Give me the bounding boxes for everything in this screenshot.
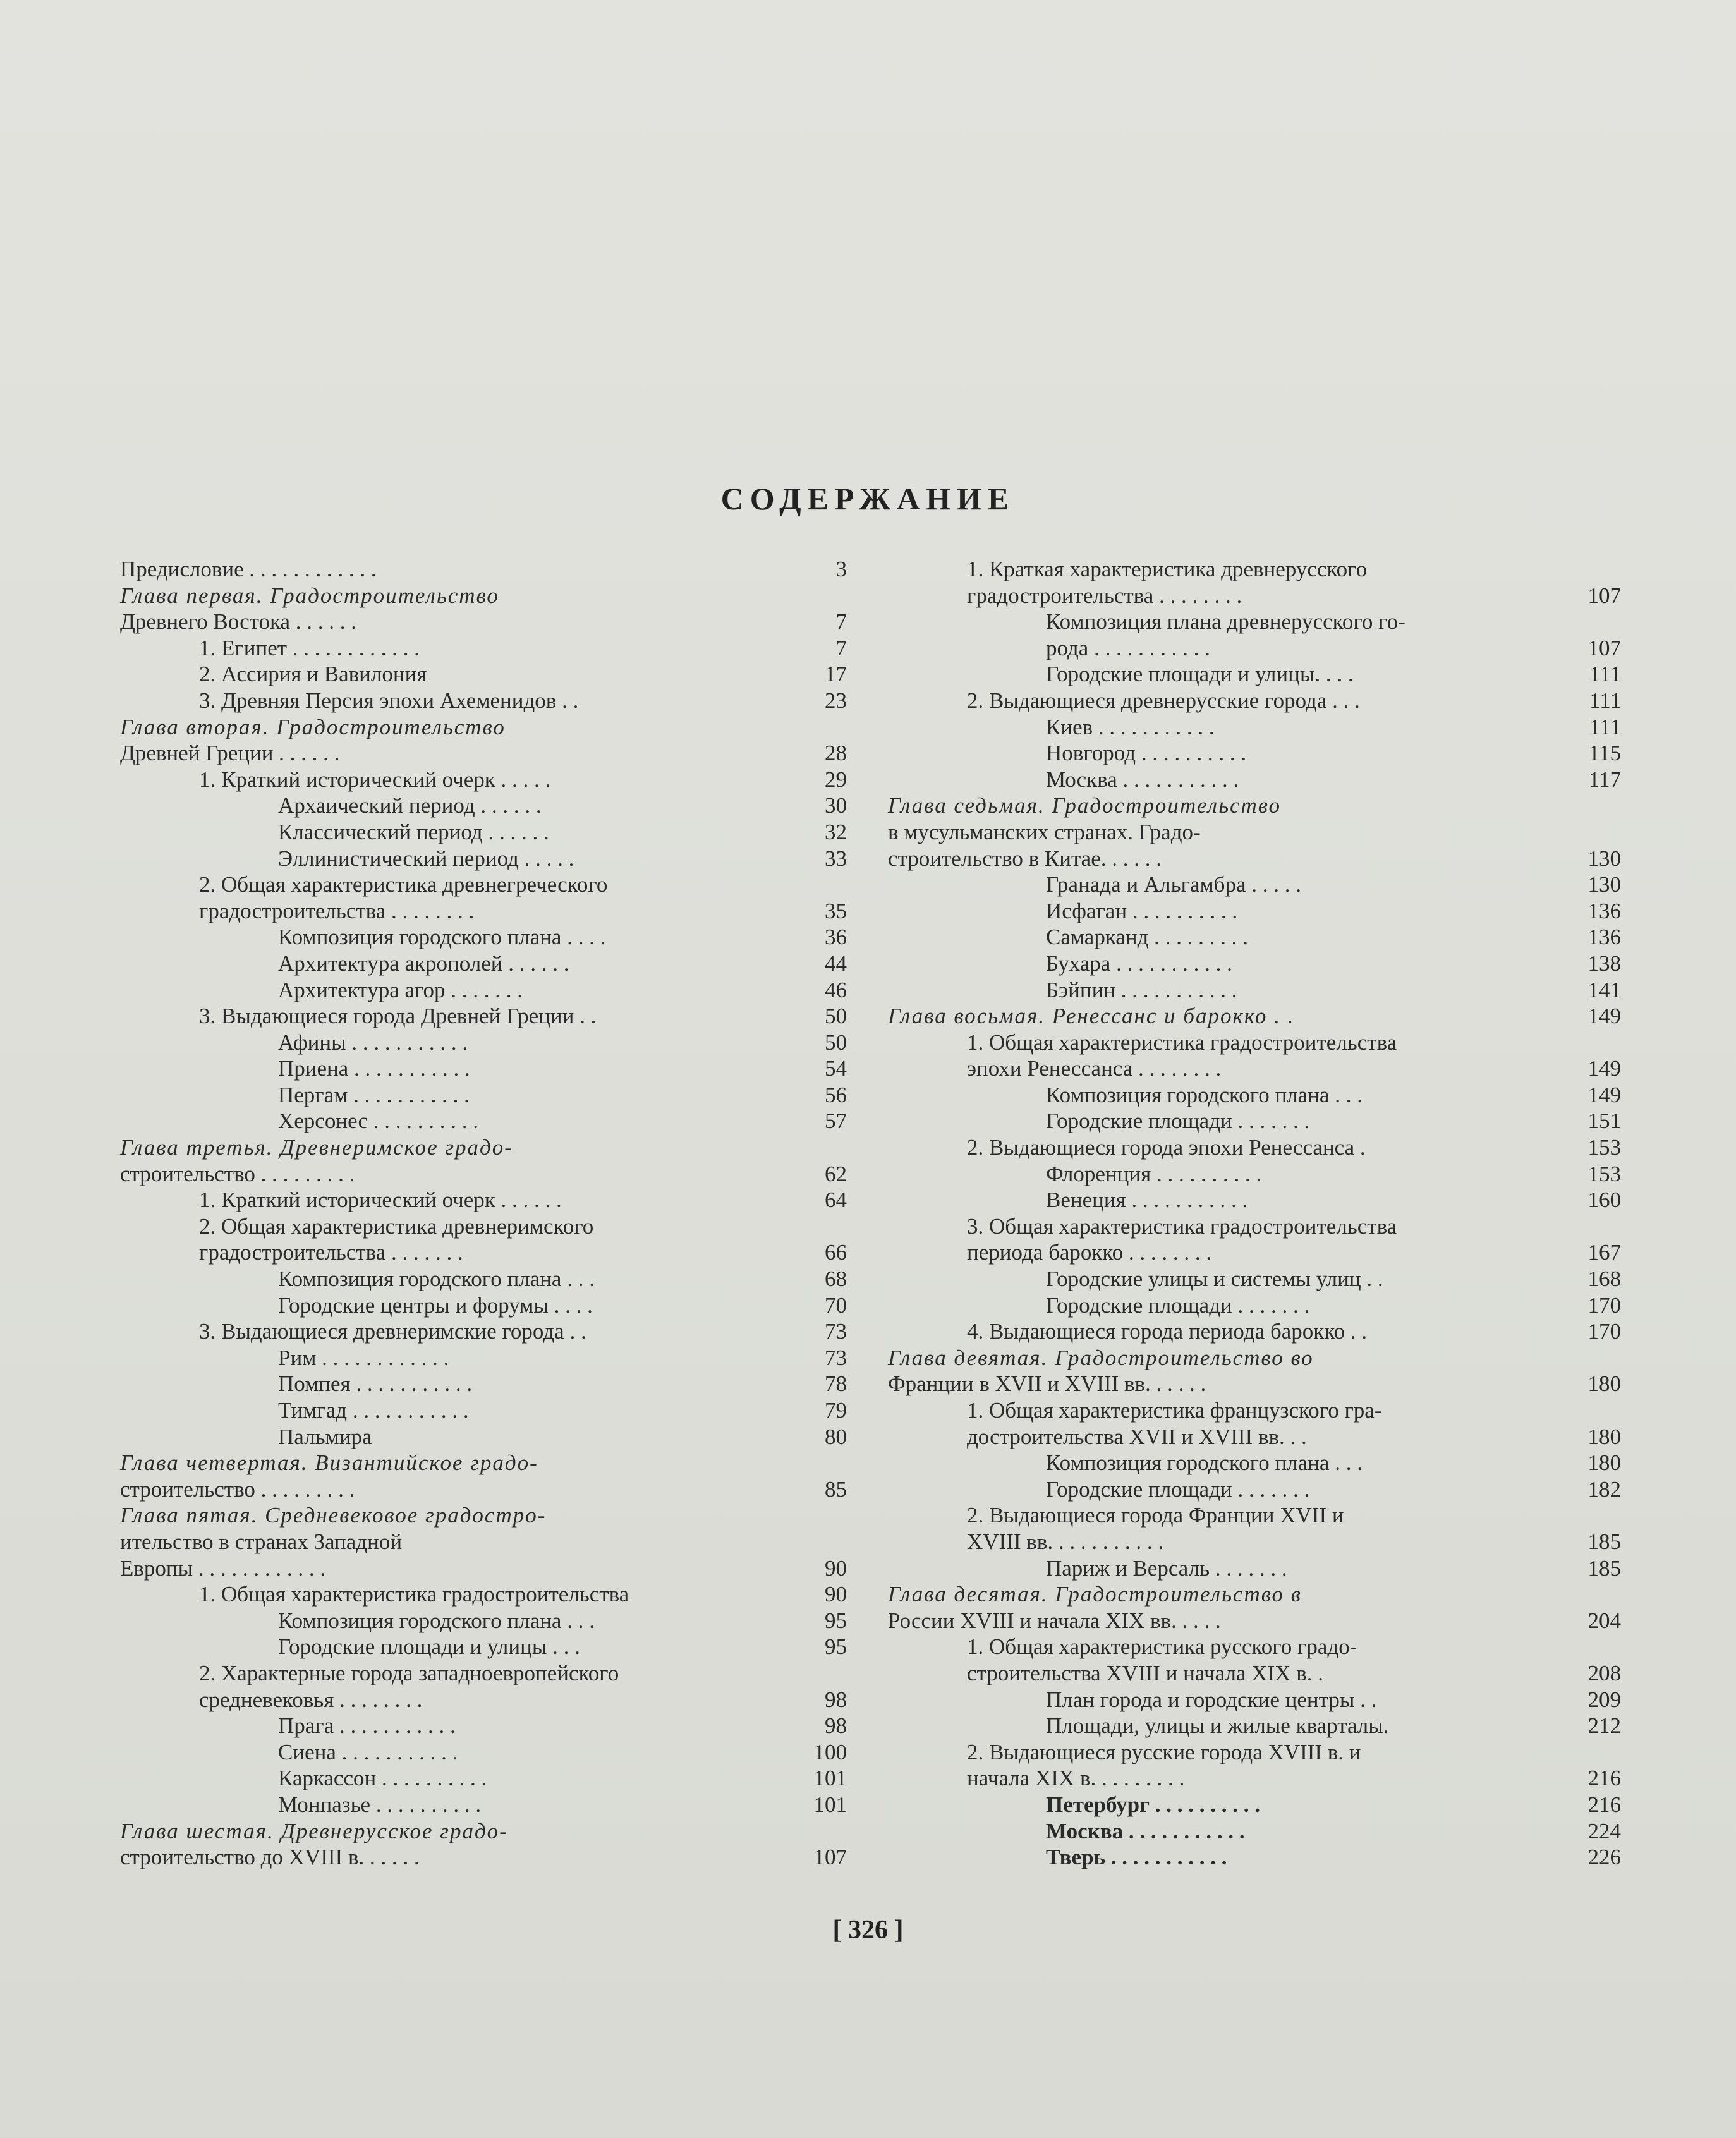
toc-entry: [120, 1529, 847, 1555]
toc-entry: [888, 1844, 1621, 1871]
toc-entry-page: 50: [825, 1004, 847, 1029]
toc-entry-title: Композиция городского плана . . .: [278, 1266, 595, 1292]
toc-entry-page: 73: [825, 1319, 847, 1344]
toc-entry-page: 141: [1587, 977, 1621, 1002]
toc-entry-title: Тверь . . . . . . . . . . .: [1046, 1845, 1227, 1870]
toc-entry-title: Венеция . . . . . . . . . . .: [1046, 1187, 1248, 1213]
toc-entry-page: 107: [1587, 635, 1621, 660]
toc-entry: [888, 1765, 1621, 1792]
toc-entry-title: Глава вторая. Градостроительство: [120, 714, 506, 739]
toc-entry-page: 95: [825, 1634, 847, 1660]
toc-entry-page: 153: [1587, 1161, 1621, 1186]
toc-entry-title: 2. Выдающиеся города Франции XVII и: [967, 1503, 1344, 1528]
toc-entry-page: 73: [825, 1345, 847, 1370]
toc-entry-title: градостроительства . . . . . . . .: [967, 583, 1242, 608]
toc-entry-title: Флоренция . . . . . . . . . .: [1046, 1161, 1262, 1186]
toc-entry-page: 180: [1587, 1424, 1621, 1449]
toc-entry: [120, 951, 847, 977]
toc-entry: [888, 872, 1621, 898]
toc-entry-title: 2. Характерные города западноевропейского: [199, 1660, 619, 1685]
toc-entry: [120, 714, 847, 741]
toc-entry-page: 85: [825, 1476, 847, 1502]
toc-entry-title: достроительства XVII и XVIII вв. . .: [967, 1424, 1307, 1449]
toc-entry-page: 23: [825, 688, 847, 713]
toc-entry-title: строительства XVIII и начала XIX в. .: [967, 1660, 1323, 1685]
toc-entry-title: Городские площади . . . . . . .: [1046, 1292, 1310, 1318]
toc-entry: [888, 635, 1621, 662]
toc-entry-page: 107: [813, 1845, 847, 1870]
toc-entry: [888, 583, 1621, 609]
page-number: [ 326 ]: [832, 1916, 904, 1945]
toc-entry-page: 36: [825, 925, 847, 950]
toc-entry-title: Городские улицы и системы улиц . .: [1046, 1266, 1383, 1292]
toc-entry-page: 64: [825, 1187, 847, 1213]
toc-entry: [888, 898, 1621, 925]
toc-entry: [120, 1634, 847, 1660]
toc-entry-title: эпохи Ренессанса . . . . . . . .: [967, 1056, 1222, 1081]
toc-entry: [120, 1345, 847, 1371]
toc-entry: [120, 872, 847, 898]
toc-entry-title: градостроительства . . . . . . .: [199, 1240, 463, 1265]
toc-entry-page: 54: [825, 1056, 847, 1081]
toc-entry-title: 3. Выдающиеся города Древней Греции . .: [199, 1004, 597, 1029]
toc-entry: [120, 688, 847, 714]
toc-entry-page: 28: [825, 741, 847, 766]
toc-entry: [888, 1660, 1621, 1687]
toc-entry: [120, 661, 847, 688]
toc-entry: [888, 1213, 1621, 1240]
toc-entry-title: 2. Ассирия и Вавилония: [199, 662, 427, 687]
toc-entry-title: Композиция городского плана . . .: [1046, 1450, 1363, 1476]
toc-entry-page: 115: [1588, 741, 1621, 766]
toc-entry-page: 153: [1587, 1135, 1621, 1160]
toc-entry-title: Тимгад . . . . . . . . . . .: [278, 1398, 469, 1423]
toc-entry-title: 2. Общая характеристика древнегреческого: [199, 872, 608, 897]
toc-entry: [120, 556, 847, 583]
toc-entry: [120, 1318, 847, 1345]
toc-entry-title: Рим . . . . . . . . . . . .: [278, 1345, 449, 1370]
toc-entry-title: Париж и Версаль . . . . . . .: [1046, 1555, 1287, 1581]
toc-entry-page: 111: [1589, 662, 1621, 687]
toc-entry: [888, 977, 1621, 1004]
toc-entry-page: 62: [825, 1161, 847, 1186]
page-title: СОДЕРЖАНИЕ: [720, 481, 1016, 516]
toc-entry-title: Глава третья. Древнеримское градо-: [120, 1135, 513, 1160]
toc-entry-page: 17: [825, 662, 847, 687]
toc-entry: [888, 1581, 1621, 1608]
toc-entry-page: 212: [1587, 1713, 1621, 1739]
toc-entry: [888, 1450, 1621, 1476]
toc-entry: [888, 1239, 1621, 1266]
toc-entry-title: 2. Выдающиеся древнерусские города . . .: [967, 688, 1360, 713]
toc-entry-title: Глава десятая. Градостроительство в: [888, 1582, 1302, 1607]
toc-entry-title: Пальмира: [278, 1424, 372, 1449]
toc-entry-title: Бэйпин . . . . . . . . . . .: [1046, 977, 1237, 1002]
toc-entry-title: 2. Выдающиеся русские города XVIII в. и: [967, 1739, 1361, 1764]
toc-entry-page: 170: [1587, 1319, 1621, 1344]
toc-entry: [120, 1003, 847, 1030]
toc-entry-title: 1. Краткая характеристика древнерусского: [967, 557, 1368, 581]
toc-entry-page: 149: [1587, 1004, 1621, 1029]
toc-entry-title: начала XIX в. . . . . . . . .: [967, 1766, 1185, 1791]
toc-entry: [888, 1292, 1621, 1319]
toc-entry-title: Городские площади . . . . . . .: [1046, 1476, 1310, 1502]
toc-entry-page: 79: [825, 1398, 847, 1423]
toc-entry-title: Архитектура акрополей . . . . . .: [278, 951, 569, 976]
toc-entry-page: 111: [1589, 688, 1621, 713]
toc-entry-title: 1. Общая характеристика русского градо-: [967, 1634, 1357, 1660]
toc-entry-page: 111: [1589, 714, 1621, 739]
toc-entry: [888, 924, 1621, 951]
toc-entry-page: 101: [813, 1792, 847, 1817]
toc-entry-page: 149: [1587, 1056, 1621, 1081]
toc-entry-title: Прага . . . . . . . . . . .: [278, 1713, 456, 1739]
toc-entry-page: 226: [1587, 1845, 1621, 1870]
toc-entry: [120, 1765, 847, 1792]
toc-entry: [888, 740, 1621, 767]
toc-entry: [120, 1292, 847, 1319]
toc-entry: [888, 1555, 1621, 1582]
toc-entry: [888, 1818, 1621, 1845]
toc-entry: [120, 1450, 847, 1476]
toc-entry-page: 117: [1588, 767, 1621, 792]
toc-entry-title: 4. Выдающиеся города периода барокко . .: [967, 1319, 1368, 1344]
toc-entry: [888, 767, 1621, 793]
toc-entry-page: 151: [1587, 1108, 1621, 1134]
toc-entry-page: 170: [1587, 1292, 1621, 1318]
toc-entry: [888, 1739, 1621, 1766]
toc-entry-title: строительство до XVIII в. . . . . .: [120, 1845, 420, 1870]
toc-entry: [120, 1108, 847, 1134]
toc-entry-title: Херсонес . . . . . . . . . .: [278, 1108, 479, 1134]
toc-entry-page: 7: [835, 609, 847, 635]
toc-entry: [120, 924, 847, 951]
toc-entry: [120, 1608, 847, 1634]
toc-entry-title: Композиция городского плана . . .: [1046, 1082, 1363, 1107]
toc-entry-title: Сиена . . . . . . . . . . .: [278, 1739, 458, 1764]
toc-entry-page: 107: [1587, 583, 1621, 608]
toc-entry-page: 204: [1587, 1608, 1621, 1633]
toc-entry-title: Глава восьмая. Ренессанс и барокко . .: [888, 1004, 1295, 1029]
toc-entry-page: 70: [825, 1292, 847, 1318]
toc-entry: [120, 819, 847, 846]
toc-entry: [120, 1371, 847, 1397]
toc-entry: [888, 1634, 1621, 1660]
toc-entry-title: ительство в странах Западной: [120, 1529, 403, 1554]
toc-entry: [888, 661, 1621, 688]
toc-entry-page: 68: [825, 1266, 847, 1292]
toc-entry: [120, 1581, 847, 1608]
toc-entry-title: 2. Общая характеристика древнеримского: [199, 1213, 594, 1239]
toc-entry-page: 138: [1587, 951, 1621, 976]
toc-entry-title: Помпея . . . . . . . . . . .: [278, 1371, 473, 1397]
toc-entry-title: Новгород . . . . . . . . . .: [1046, 741, 1247, 766]
toc-entry-title: строительство . . . . . . . . .: [120, 1476, 355, 1502]
toc-entry-title: Глава четвертая. Византийское градо-: [120, 1450, 538, 1476]
toc-entry: [120, 1397, 847, 1424]
toc-entry: [120, 1844, 847, 1871]
toc-entry: [120, 1739, 847, 1766]
toc-entry-page: 209: [1587, 1687, 1621, 1712]
toc-entry-page: 224: [1587, 1818, 1621, 1843]
toc-entry-title: Приена . . . . . . . . . . .: [278, 1056, 470, 1081]
toc-entry: [888, 1476, 1621, 1503]
toc-entry-page: 35: [825, 898, 847, 923]
toc-right-column: [888, 556, 1621, 1871]
toc-entry-page: 130: [1587, 872, 1621, 897]
toc-entry-title: Классический период . . . . . .: [278, 819, 549, 844]
toc-entry-page: 80: [825, 1424, 847, 1449]
toc-entry: [120, 1818, 847, 1845]
toc-entry: [120, 1055, 847, 1082]
toc-entry-title: Древней Греции . . . . . .: [120, 741, 340, 766]
toc-entry: [120, 793, 847, 819]
toc-entry: [888, 1108, 1621, 1134]
toc-entry-title: Европы . . . . . . . . . . . .: [120, 1555, 326, 1581]
toc-entry: [120, 1213, 847, 1240]
toc-entry-title: Монпазье . . . . . . . . . .: [278, 1792, 482, 1817]
toc-entry-page: 168: [1587, 1266, 1621, 1292]
toc-entry-page: 66: [825, 1240, 847, 1265]
toc-entry: [888, 1792, 1621, 1818]
toc-entry: [888, 688, 1621, 714]
toc-entry-title: Каркассон . . . . . . . . . .: [278, 1766, 487, 1791]
toc-entry: [120, 1424, 847, 1450]
toc-entry: [888, 714, 1621, 741]
toc-entry-title: Глава пятая. Средневековое градостро-: [120, 1503, 547, 1528]
toc-entry: [888, 1134, 1621, 1161]
toc-entry-page: 98: [825, 1687, 847, 1712]
toc-entry-page: 180: [1587, 1371, 1621, 1397]
toc-entry: [888, 1371, 1621, 1397]
toc-entry-page: 44: [825, 951, 847, 976]
toc-entry: [888, 1345, 1621, 1371]
toc-entry: [888, 1187, 1621, 1213]
toc-entry-page: 185: [1587, 1529, 1621, 1554]
toc-entry: [120, 1660, 847, 1687]
toc-entry-title: Самарканд . . . . . . . . .: [1046, 925, 1248, 950]
toc-entry: [120, 1476, 847, 1503]
toc-entry-page: 182: [1587, 1476, 1621, 1502]
toc-entry-title: 1. Общая характеристика градостроительства: [199, 1582, 629, 1607]
toc-entry-title: Глава первая. Градостроительство: [120, 583, 499, 608]
toc-entry-title: 3. Общая характеристика градостроительства: [967, 1213, 1397, 1239]
toc-entry-title: строительство в Китае. . . . . .: [888, 846, 1162, 871]
toc-entry-title: Городские площади и улицы. . . .: [1046, 662, 1354, 687]
toc-entry-title: Глава седьмая. Градостроительство: [888, 793, 1282, 818]
toc-entry: [120, 635, 847, 662]
toc-entry-page: 57: [825, 1108, 847, 1134]
toc-entry-title: Древнего Востока . . . . . .: [120, 609, 357, 635]
toc-entry-title: Архитектура агор . . . . . . .: [278, 977, 523, 1002]
toc-entry-title: XVIII вв. . . . . . . . . . .: [967, 1529, 1164, 1554]
toc-entry: [120, 1030, 847, 1056]
toc-entry-page: 29: [825, 767, 847, 792]
toc-entry-page: 136: [1587, 925, 1621, 950]
toc-entry-title: Площади, улицы и жилые кварталы.: [1046, 1713, 1389, 1739]
toc-entry: [888, 1030, 1621, 1056]
toc-entry: [888, 1608, 1621, 1634]
toc-entry: [888, 1266, 1621, 1292]
toc-entry: [120, 583, 847, 609]
toc-entry-page: 101: [813, 1766, 847, 1791]
toc-entry: [888, 1161, 1621, 1187]
toc-entry-page: 3: [835, 557, 847, 581]
toc-entry-title: Композиция городского плана . . .: [278, 1608, 595, 1633]
toc-entry-title: рода . . . . . . . . . . .: [1046, 635, 1210, 660]
toc-left-column: [120, 556, 847, 1871]
toc-entry: [120, 846, 847, 872]
toc-entry: [888, 819, 1621, 846]
toc-entry-title: России XVIII и начала XIX вв. . . . .: [888, 1608, 1221, 1633]
toc-entry: [888, 1055, 1621, 1082]
toc-entry-page: 33: [825, 846, 847, 871]
toc-entry: [888, 1713, 1621, 1739]
toc-entry: [120, 1161, 847, 1187]
toc-entry: [120, 1239, 847, 1266]
toc-entry-page: 216: [1587, 1766, 1621, 1791]
toc-entry-title: Городские центры и форумы . . . .: [278, 1292, 593, 1318]
toc-entry-title: Исфаган . . . . . . . . . .: [1046, 898, 1238, 923]
toc-entry-title: Петербург . . . . . . . . . .: [1046, 1792, 1260, 1817]
toc-entry-page: 208: [1587, 1660, 1621, 1685]
toc-entry-title: градостроительства . . . . . . . .: [199, 898, 475, 923]
toc-entry-page: 46: [825, 977, 847, 1002]
toc-entry-title: 3. Выдающиеся древнеримские города . .: [199, 1319, 586, 1344]
toc-entry: [888, 1502, 1621, 1529]
toc-entry-page: 185: [1587, 1555, 1621, 1581]
toc-entry: [120, 1687, 847, 1713]
toc-entry-title: Городские площади . . . . . . .: [1046, 1108, 1310, 1134]
toc-entry-title: 2. Выдающиеся города эпохи Ренессанса .: [967, 1135, 1366, 1160]
toc-entry: [888, 1529, 1621, 1555]
toc-entry-title: Москва . . . . . . . . . . .: [1046, 767, 1239, 792]
toc-entry-title: Москва . . . . . . . . . . .: [1046, 1818, 1245, 1843]
toc-entry-page: 167: [1587, 1240, 1621, 1265]
toc-entry-page: 160: [1587, 1187, 1621, 1213]
toc-entry-title: средневековья . . . . . . . .: [199, 1687, 423, 1712]
toc-entry: [120, 1266, 847, 1292]
toc-entry: [888, 793, 1621, 819]
toc-entry-title: 1. Общая характеристика градостроительства: [967, 1030, 1397, 1055]
toc-entry-title: Эллинистический период . . . . .: [278, 846, 574, 871]
toc-entry-title: Киев . . . . . . . . . . .: [1046, 714, 1215, 739]
toc-entry-title: Глава девятая. Градостроительство во: [888, 1345, 1314, 1370]
toc-entry-page: 216: [1587, 1792, 1621, 1817]
toc-entry: [888, 846, 1621, 872]
toc-entry: [120, 1713, 847, 1739]
toc-entry: [888, 1687, 1621, 1713]
toc-entry: [120, 609, 847, 635]
toc-entry-title: 1. Общая характеристика французского гра-: [967, 1398, 1382, 1423]
toc-entry: [120, 1187, 847, 1213]
toc-entry: [888, 1003, 1621, 1030]
toc-entry-page: 30: [825, 793, 847, 818]
toc-entry-page: 100: [813, 1739, 847, 1764]
toc-entry-page: 7: [835, 635, 847, 660]
toc-entry: [120, 740, 847, 767]
toc-entry: [120, 1082, 847, 1108]
toc-entry-title: Композиция плана древнерусского го-: [1046, 609, 1405, 635]
toc-entry-page: 98: [825, 1713, 847, 1739]
toc-entry-title: Пергам . . . . . . . . . . .: [278, 1082, 470, 1107]
toc-entry: [120, 1555, 847, 1582]
toc-entry-title: Франции в XVII и XVIII вв. . . . . .: [888, 1371, 1206, 1397]
toc-entry-title: Гранада и Альгамбра . . . . .: [1046, 872, 1301, 897]
toc-entry-page: 90: [825, 1582, 847, 1607]
toc-entry: [120, 1502, 847, 1529]
toc-entry-page: 32: [825, 819, 847, 844]
toc-entry-page: 56: [825, 1082, 847, 1107]
toc-entry: [888, 556, 1621, 583]
toc-entry-title: Архаический период . . . . . .: [278, 793, 542, 818]
toc-entry: [120, 767, 847, 793]
toc-entry: [888, 609, 1621, 635]
toc-entry-title: 1. Египет . . . . . . . . . . . .: [199, 635, 420, 660]
toc-entry-title: 1. Краткий исторический очерк . . . . .: [199, 767, 551, 792]
toc-entry: [120, 1134, 847, 1161]
toc-entry-page: 136: [1587, 898, 1621, 923]
toc-entry-page: 149: [1587, 1082, 1621, 1107]
toc-entry: [888, 1082, 1621, 1108]
toc-entry-page: 90: [825, 1555, 847, 1581]
toc-entry-page: 180: [1587, 1450, 1621, 1476]
toc-entry-title: План города и городские центры . .: [1046, 1687, 1377, 1712]
toc-entry: [888, 1318, 1621, 1345]
toc-entry: [888, 1397, 1621, 1424]
toc-entry-page: 50: [825, 1030, 847, 1055]
toc-entry-title: Композиция городского плана . . . .: [278, 925, 606, 950]
toc-entry-title: Бухара . . . . . . . . . . .: [1046, 951, 1232, 976]
toc-entry-title: в мусульманских странах. Градо-: [888, 819, 1201, 844]
toc-entry: [120, 977, 847, 1004]
toc-entry-title: строительство . . . . . . . . .: [120, 1161, 355, 1186]
toc-entry-title: Глава шестая. Древнерусское градо-: [120, 1818, 508, 1843]
toc-entry-title: 1. Краткий исторический очерк . . . . . .: [199, 1187, 562, 1213]
toc-entry-page: 95: [825, 1608, 847, 1633]
toc-entry: [888, 951, 1621, 977]
toc-entry-page: 78: [825, 1371, 847, 1397]
toc-entry: [120, 1792, 847, 1818]
toc-entry-title: 3. Древняя Персия эпохи Ахеменидов . .: [199, 688, 579, 713]
toc-entry: [120, 898, 847, 925]
toc-entry-page: 130: [1587, 846, 1621, 871]
toc-entry-title: периода барокко . . . . . . . .: [967, 1240, 1212, 1265]
toc-entry-title: Предисловие . . . . . . . . . . . .: [120, 557, 377, 581]
toc-entry-title: Городские площади и улицы . . .: [278, 1634, 580, 1660]
toc-entry-title: Афины . . . . . . . . . . .: [278, 1030, 468, 1055]
toc-entry: [888, 1424, 1621, 1450]
